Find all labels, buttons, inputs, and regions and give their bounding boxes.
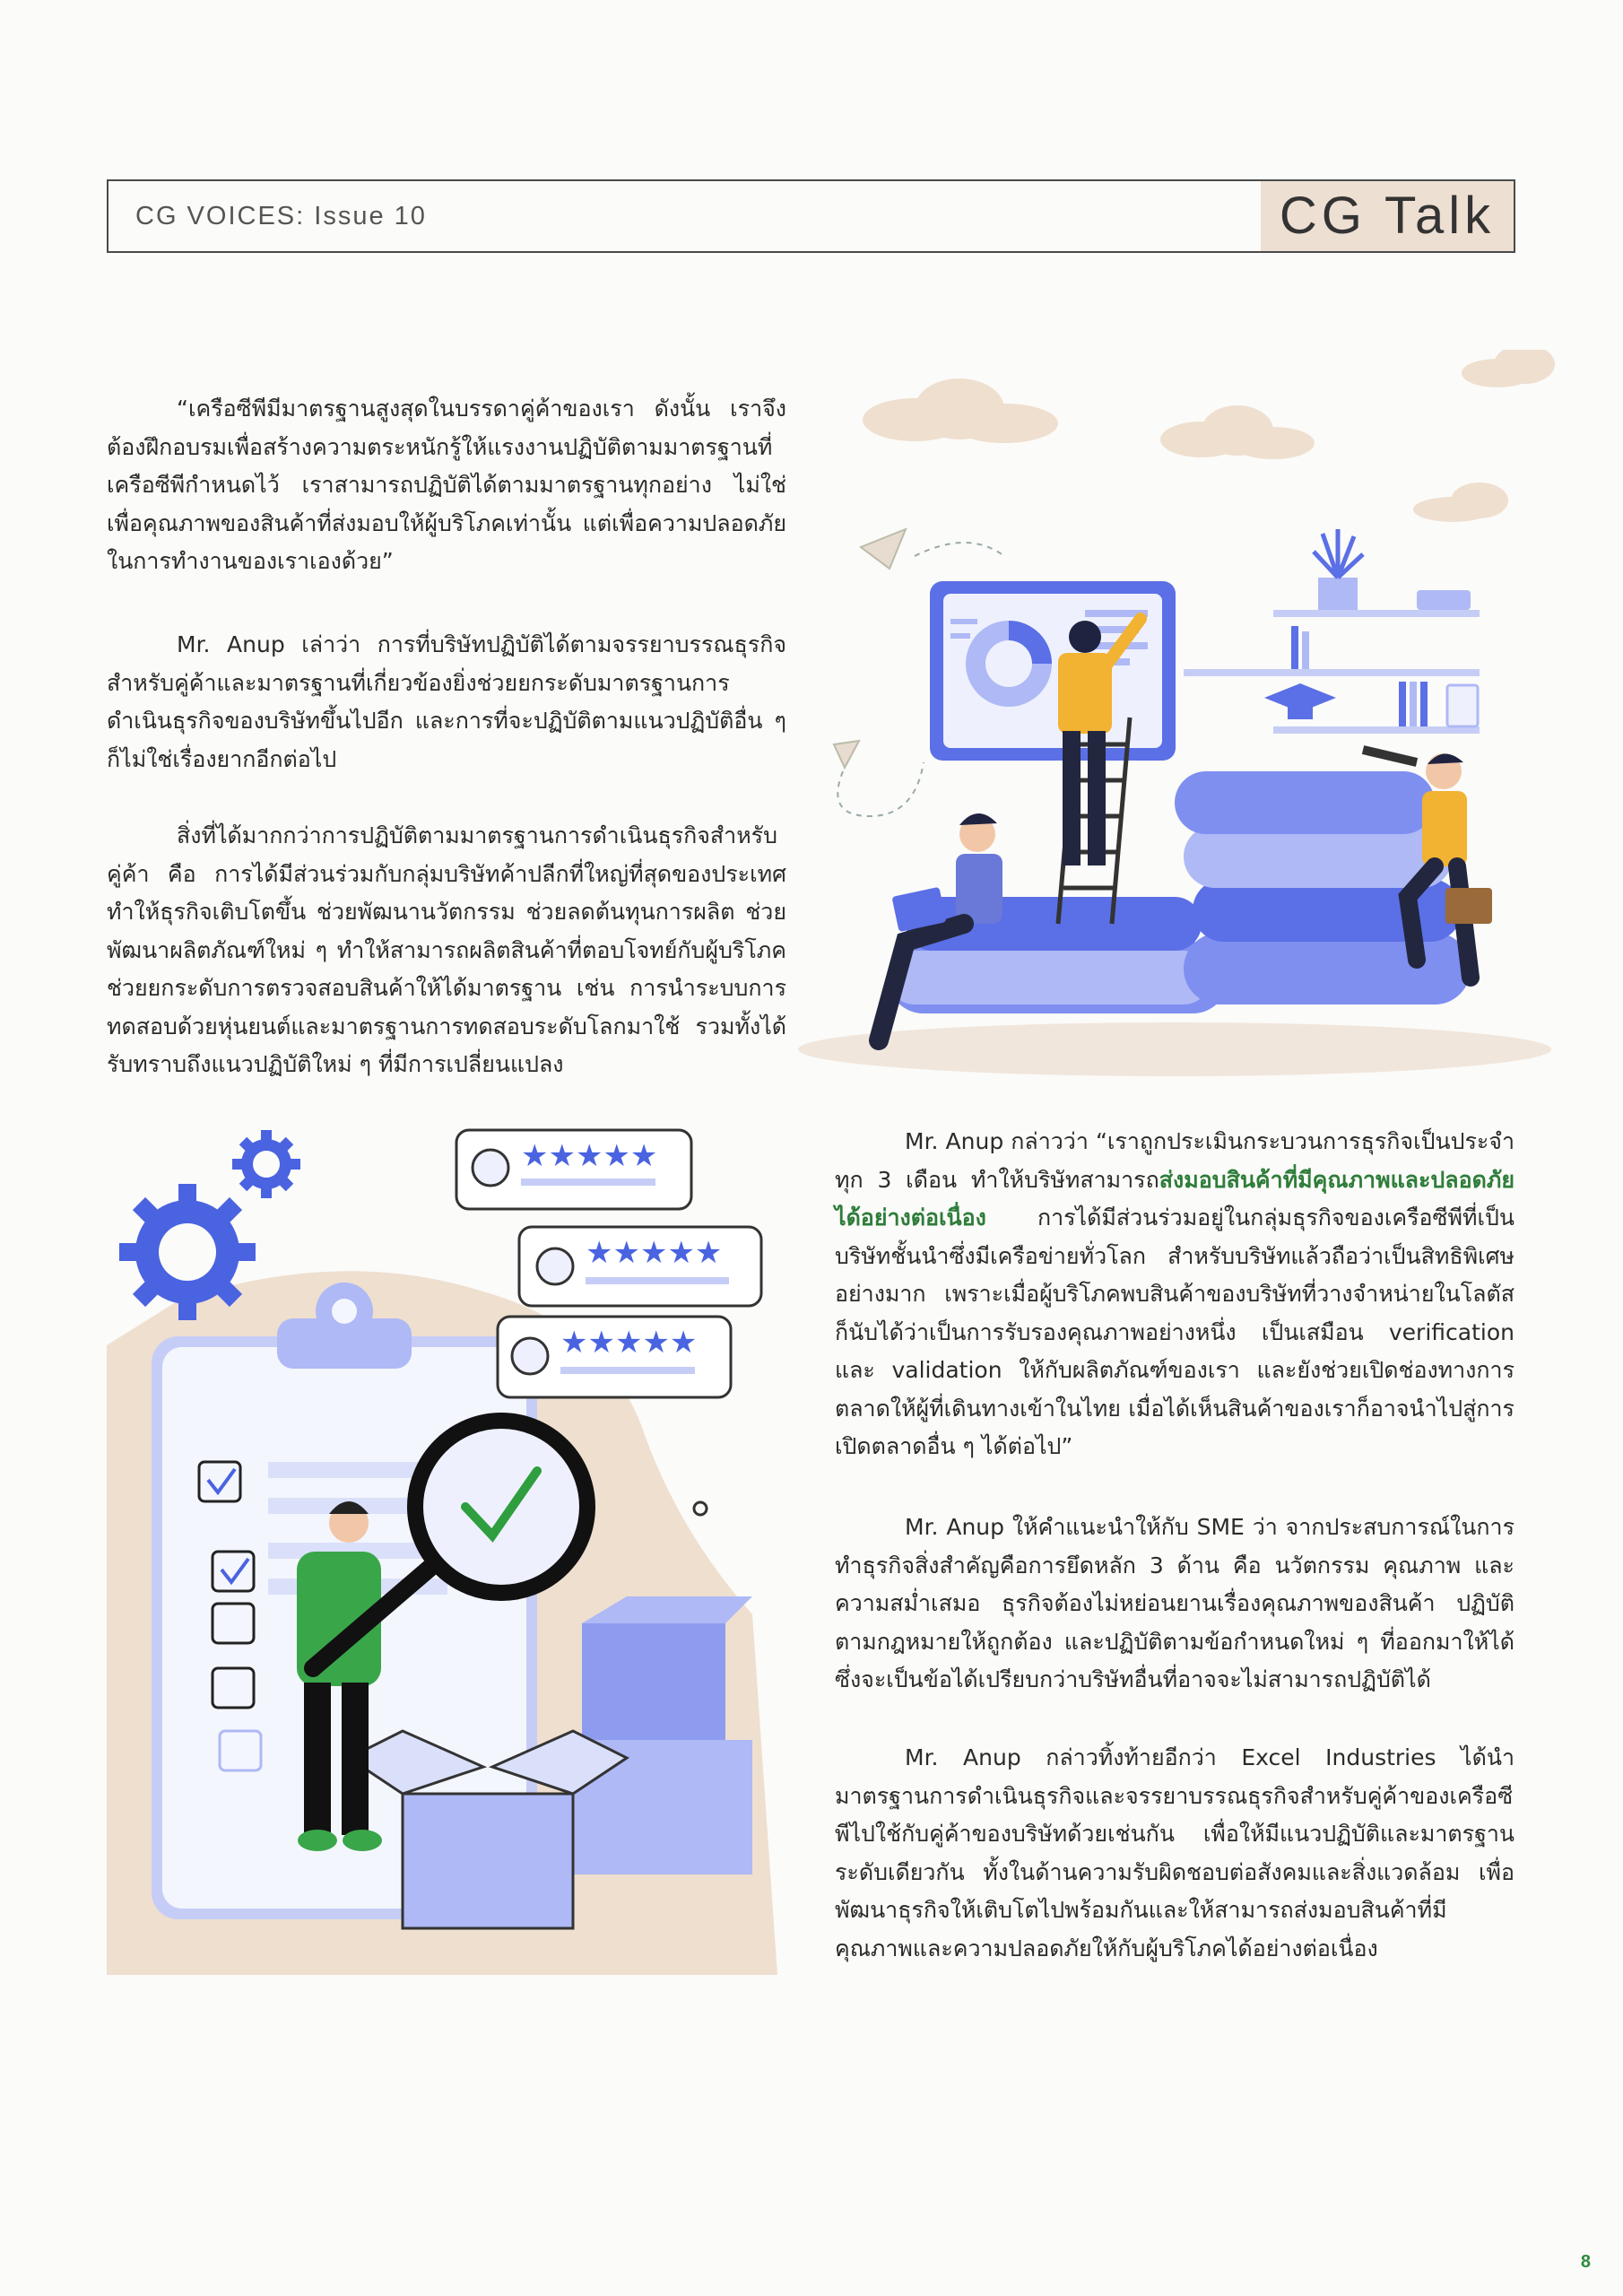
- issue-label: CG VOICES: Issue 10: [135, 202, 427, 230]
- cloud-icon: [863, 350, 1555, 522]
- review-card-3: [498, 1317, 731, 1397]
- section-title: CG Talk: [1261, 181, 1514, 251]
- plant-pot-icon: [1318, 578, 1358, 610]
- paragraph-4: [835, 1123, 1515, 1466]
- paragraph-2: Mr. Anup เล่าว่า การที่บริษัทปฏิบัติได้ตามจรรยาบรรณธุรกิจสำหรับคู่ค้าและมาตรฐานที่เกี่ยวข้องยิ่งช่วยยกระดับมาตรฐานการดำเนินธุรกิจของบริษัทขึ้นไปอีก และการที่จะปฏิบัติตามแนวปฏิบัติอื่น ๆ ก็ไม่ใช่เรื่องยากอีกต่อไป: [107, 631, 786, 772]
- paragraph-5: Mr. Anup ให้คำแนะนำให้กับ SME ว่า จากประสบการณ์ในการทำธุรกิจสิ่งสำคัญคือการยึดหลัก 3 ด้าน คือ นวัตกรรม คุณภาพ และความสม่ำเสมอ ธุรกิจต้องไม่หย่อนยานเรื่องคุณภาพของสินค้า ปฏิบัติตามกฎหมายให้ถูกต้อง และปฏิบัติตามข้อกำหนดใหม่ ๆ ที่ออกมาให้ได้ ซึ่งจะเป็นข้อได้เปรียบกว่าบริษัทอื่นที่อาจจะไม่สามารถปฏิบัติได้: [835, 1514, 1515, 1692]
- avatar-icon: [473, 1150, 508, 1186]
- paragraph-1: “เครือซีพีมีมาตรฐานสูงสุดในบรรดาคู่ค้าของเรา ดังนั้น เราจึงต้องฝึกอบรมเพื่อสร้างความตระหนักรู้ให้แรงงานปฏิบัติตามมาตรฐานที่เครือซีพีกำหนดไว้ เราสามารถปฏิบัติได้ตามมาตรฐานทุกอย่าง ไม่ใช่เพื่อคุณภาพของสินค้าที่ส่งมอบให้ผู้บริโภคเท่านั้น แต่เพื่อความปลอดภัยในการทำงานของเราเองด้วย”: [107, 396, 786, 574]
- review-card-2: [519, 1227, 761, 1306]
- paragraph-3: สิ่งที่ได้มากกว่าการปฏิบัติตามมาตรฐานการดำเนินธุรกิจสำหรับคู่ค้า คือ การได้มีส่วนร่วมกับกลุ่มบริษัทค้าปลีกที่ใหญ่ที่สุดของประเทศทำให้ธุรกิจเติบโตขึ้น ช่วยพัฒนานวัตกรรม ช่วยลดต้นทุนการผลิต ช่วยพัฒนาผลิตภัณฑ์ใหม่ ๆ ทำให้สามารถผลิตสินค้าที่ตอบโจทย์กับผู้บริโภค ช่วยยกระดับการตรวจสอบสินค้าให้ได้มาตรฐาน เช่น การนำระบบการทดสอบด้วยหุ่นยนต์และมาตรฐานการทดสอบระดับโลกมาใช้ รวมทั้งได้รับทราบถึงแนวปฏิบัติใหม่ ๆ ที่มีการเปลี่ยนแปลง: [107, 822, 786, 1077]
- page-header: [107, 179, 1515, 253]
- paragraph-6: Mr. Anup กล่าวทิ้งท้ายอีกว่า Excel Industries ได้นำมาตรฐานการดำเนินธุรกิจและจรรยาบรรณธุรกิจสำหรับคู่ค้าของเครือซีพีไปใช้กับคู่ค้าของบริษัทด้วยเช่นกัน เพื่อให้มีแนวปฏิบัติและมาตรฐานระดับเดียวกัน ทั้งในด้านความรับผิดชอบต่อสังคมและสิ่งแวดล้อม เพื่อพัฒนาธุรกิจให้เติบโตไปพร้อมกันและให้สามารถส่งมอบสินค้าที่มีคุณภาพและความปลอดภัยให้กับผู้บริโภคได้อย่างต่อเนื่อง: [835, 1744, 1515, 1961]
- avatar-icon: [537, 1248, 573, 1284]
- paragraph-4-end: การได้มีส่วนร่วมอยู่ในกลุ่มธุรกิจของเครือซีพีที่เป็นบริษัทชั้นนำซึ่งมีเครือข่ายทั่วโลก สำหรับบริษัทแล้วถือว่าเป็นสิทธิพิเศษอย่างมาก เพราะเมื่อผู้บริโภคพบสินค้าของบริษัทที่วางจำหน่ายในโลตัสก็นับได้ว่าเป็นการรับรองคุณภาพอย่างหนึ่ง เป็นเสมือน verification และ validation ให้กับผลิตภัณฑ์ของเรา และยังช่วยเปิดช่องทางการตลาดให้ผู้ที่เดินทางเข้าในไทย เมื่อได้เห็นสินค้าของเราก็อาจนำไปสู่การเปิดตลาดอื่น ๆ ได้ต่อไป”: [835, 1205, 1515, 1459]
- dashboard-screen-icon: [930, 581, 1176, 761]
- star-rating-icon: ★★★★★: [586, 1235, 723, 1271]
- quality-check-illustration: [107, 1112, 806, 1975]
- star-rating-icon: ★★★★★: [560, 1325, 698, 1361]
- paragraph-4-start: Mr. Anup กล่าวว่า “เราถูกประเมินกระบวนการธุรกิจเป็นประจำทุก 3 เดือน ทำให้บริษัทสามารถ: [835, 1128, 1515, 1193]
- teamwork-illustration: [789, 350, 1578, 1103]
- page-number: 8: [1580, 2252, 1591, 2272]
- paper-plane-icon: [861, 529, 906, 569]
- review-card-1: [456, 1130, 691, 1209]
- avatar-icon: [512, 1338, 548, 1374]
- highlighted-phrase: ส่งมอบสินค้าที่มีคุณภาพและปลอดภัยได้อย่างต่อเนื่อง: [835, 1166, 1515, 1231]
- star-rating-icon: ★★★★★: [521, 1138, 658, 1174]
- briefcase-icon: [1445, 888, 1492, 924]
